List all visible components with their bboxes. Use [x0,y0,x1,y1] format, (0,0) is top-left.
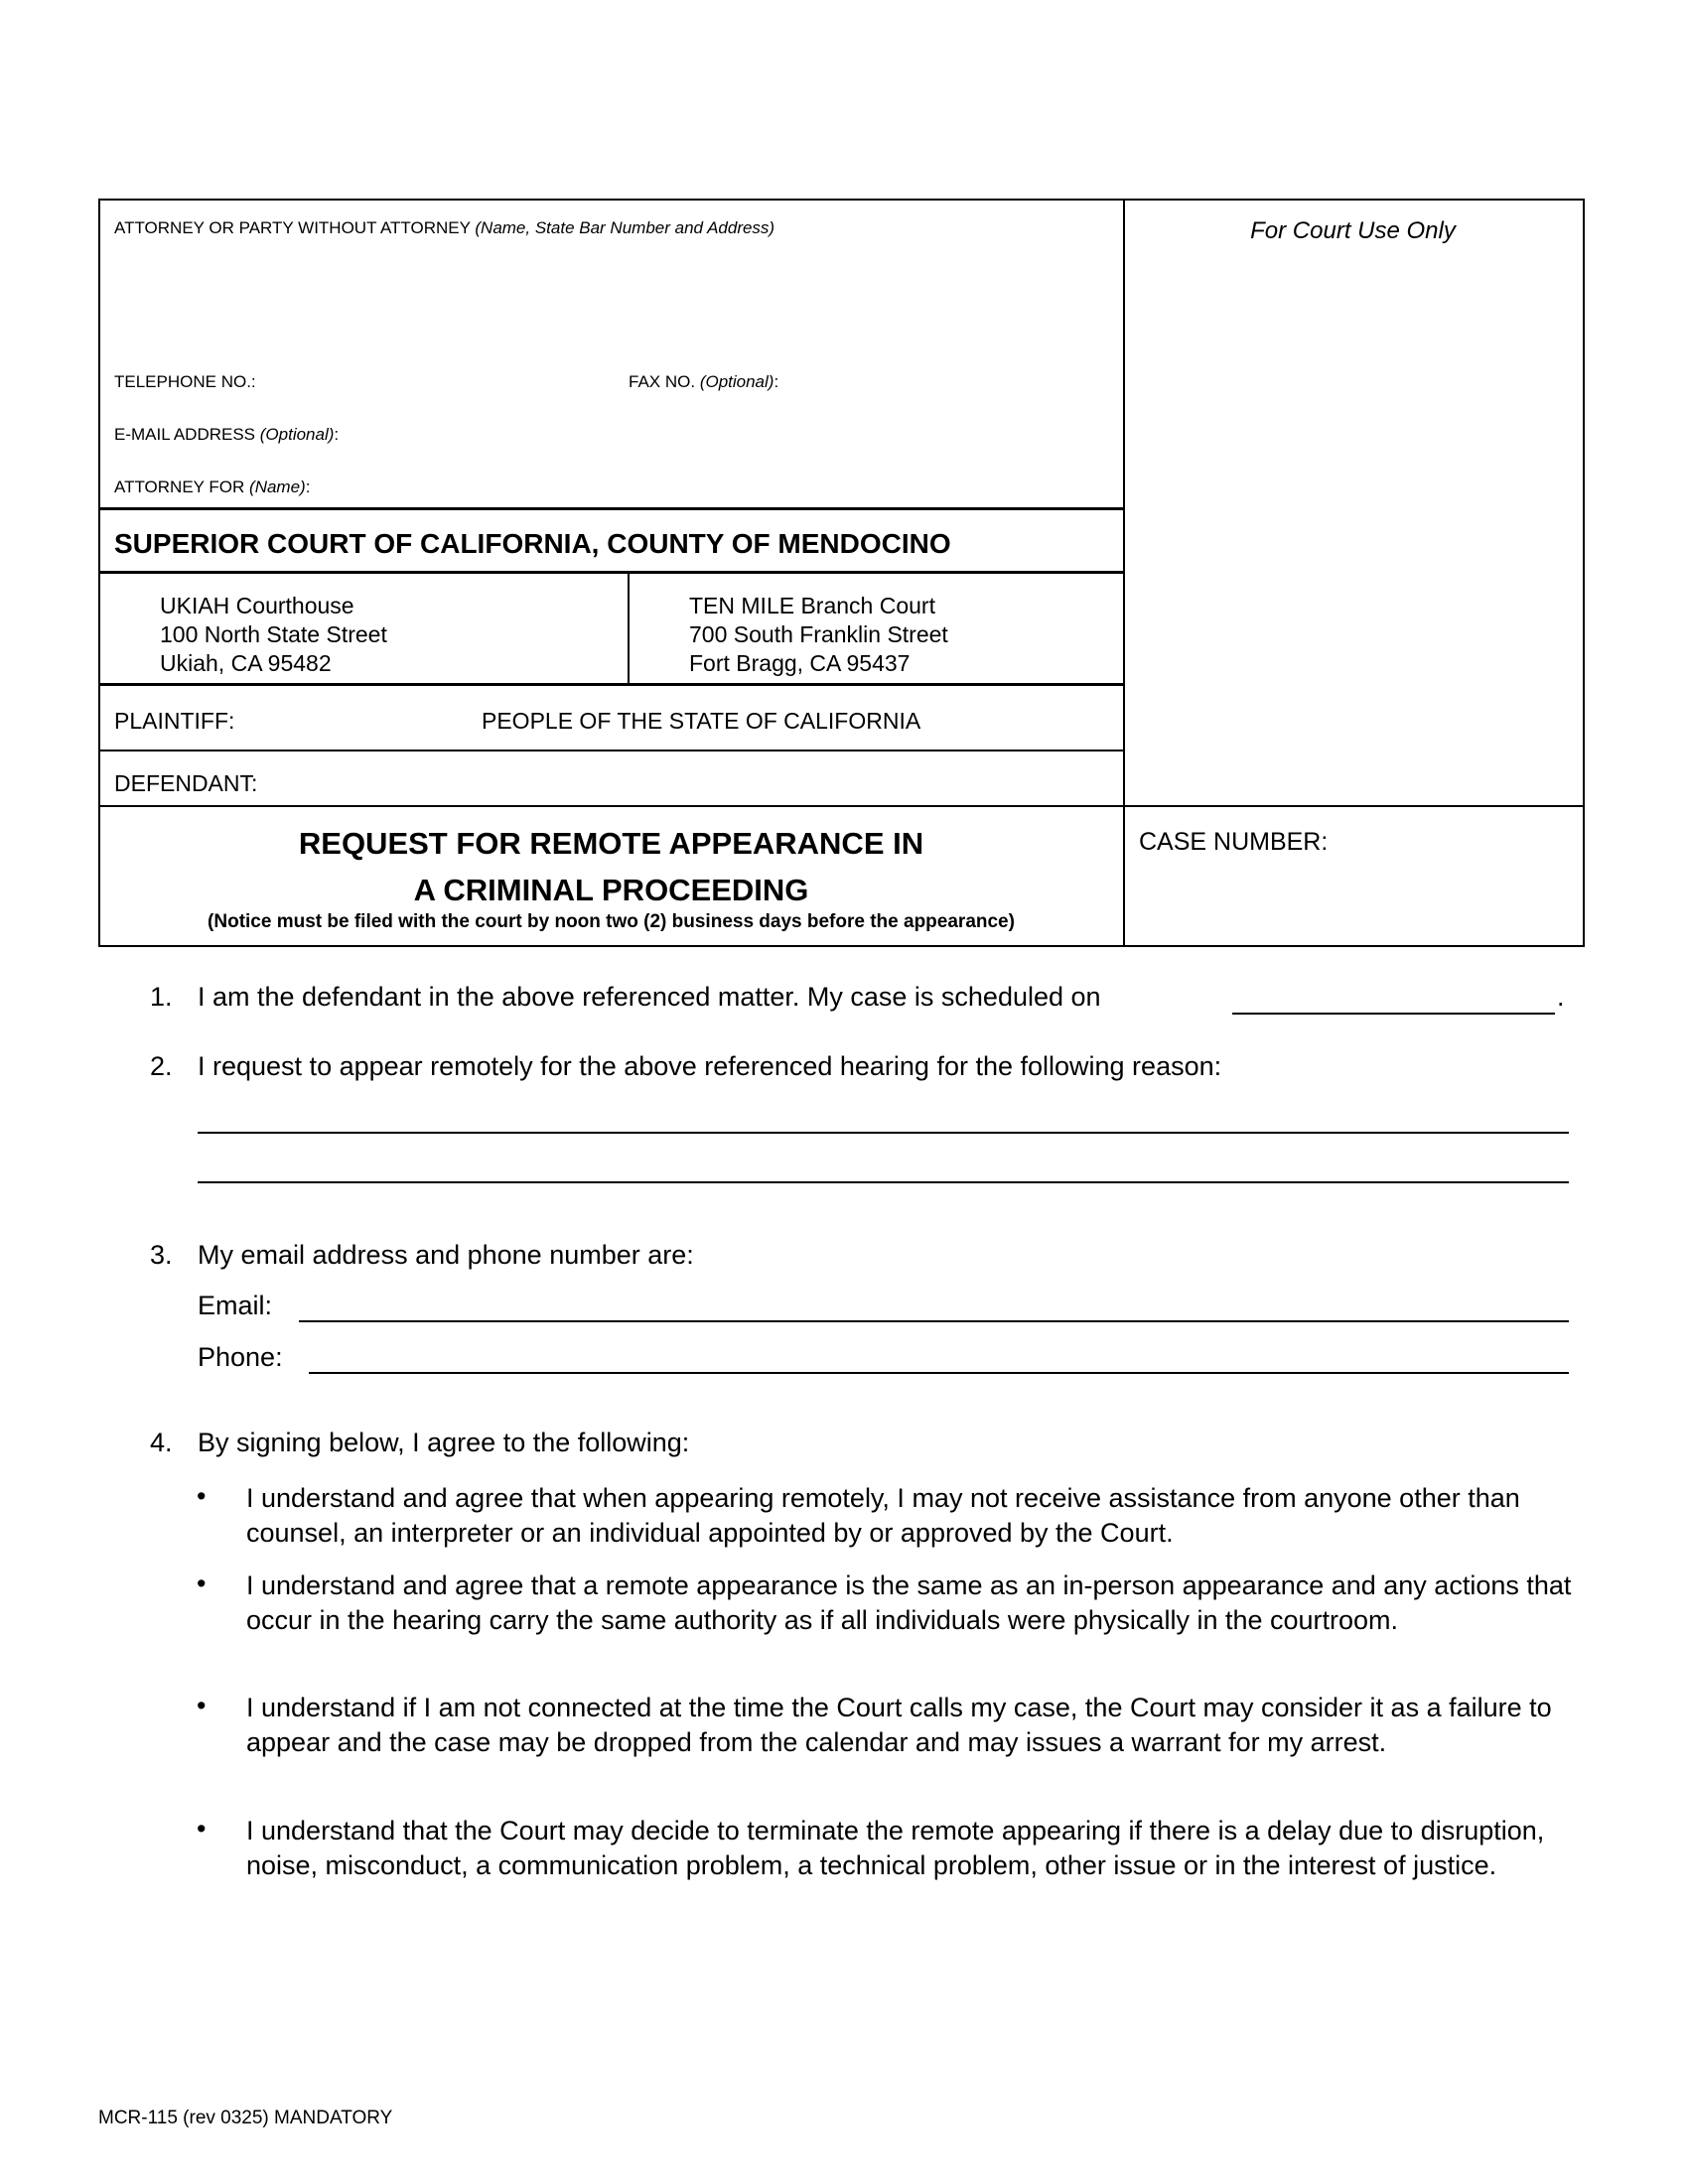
period: . [1557,982,1565,1012]
item-number: 2. [150,1051,173,1081]
agreement-bullet: I understand and agree that when appearing remotely, I may not receive assistance from anyone other than counsel, an interpreter or an individual appointed by or approved by the Court. [246,1483,1520,1548]
phone-label: Phone: [198,1342,283,1372]
email-address-label: E-MAIL ADDRESS (Optional): [114,425,340,444]
bullet-icon: • [197,1691,207,1720]
agreement-bullet: I understand if I am not connected at the time the Court calls my case, the Court may consider it as a failure to appear and the case may be dropped from the calendar and may issues a warrant for my arrest. [246,1693,1552,1757]
item-number: 3. [150,1240,173,1270]
agreement-bullet: I understand and agree that a remote appearance is the same as an in-person appearance and any actions that occur in the hearing carry the same authority as if all individuals were physically in the courtroom. [246,1570,1572,1635]
reason-field-line-2[interactable] [198,1181,1569,1183]
fax-label: FAX NO. (Optional): [629,372,779,391]
scheduled-date-field[interactable] [1232,1013,1555,1015]
item-1-text: I am the defendant in the above referenced matter. My case is scheduled on [198,982,1101,1012]
item-number: 4. [150,1428,173,1457]
form-footer-code: MCR-115 (rev 0325) MANDATORY [98,2108,393,2128]
divider [98,805,1583,807]
bullet-icon: • [197,1814,207,1843]
filing-notice: (Notice must be filed with the court by noon two (2) business days before the appearance) [208,911,1015,932]
item-number: 1. [150,982,173,1012]
email-label: Email: [198,1291,273,1320]
plaintiff-label: PLAINTIFF: [114,708,235,734]
item-4-text: By signing below, I agree to the following: [198,1428,690,1457]
form-title-line1: REQUEST FOR REMOTE APPEARANCE IN [298,826,924,861]
phone-field[interactable] [309,1372,1569,1374]
divider [628,571,630,683]
divider [98,571,1124,574]
court-use-only-label: For Court Use Only [1250,217,1456,244]
case-number-label: CASE NUMBER: [1139,828,1329,856]
ten-mile-court-address: TEN MILE Branch Court 700 South Franklin Street Fort Bragg, CA 95437 [689,593,948,676]
divider [98,683,1124,686]
attorney-field-label: ATTORNEY OR PARTY WITHOUT ATTORNEY (Name, State Bar Number and Address) [114,218,775,237]
reason-field-line-1[interactable] [198,1132,1569,1134]
item-3-text: My email address and phone number are: [198,1240,694,1270]
divider [98,750,1124,751]
telephone-label: TELEPHONE NO.: [114,372,256,391]
plaintiff-value: PEOPLE OF THE STATE OF CALIFORNIA [482,708,921,734]
bullet-icon: • [197,1569,207,1598]
email-field[interactable] [299,1320,1569,1322]
court-name: SUPERIOR COURT OF CALIFORNIA, COUNTY OF MENDOCINO [114,528,951,559]
bullet-icon: • [197,1481,207,1511]
attorney-for-label: ATTORNEY FOR (Name): [114,478,311,496]
form-title-line2: A CRIMINAL PROCEEDING [413,873,809,907]
divider [98,507,1124,510]
defendant-label: DEFENDANT: [114,770,258,796]
item-2-text: I request to appear remotely for the above referenced hearing for the following reason: [198,1051,1222,1081]
ukiah-courthouse-address: UKIAH Courthouse 100 North State Street Ukiah, CA 95482 [160,593,387,676]
agreement-bullet: I understand that the Court may decide to terminate the remote appearing if there is a delay due to disruption, noise, misconduct, a communication problem, a technical problem, other issue or in the interest of justice. [246,1816,1545,1880]
